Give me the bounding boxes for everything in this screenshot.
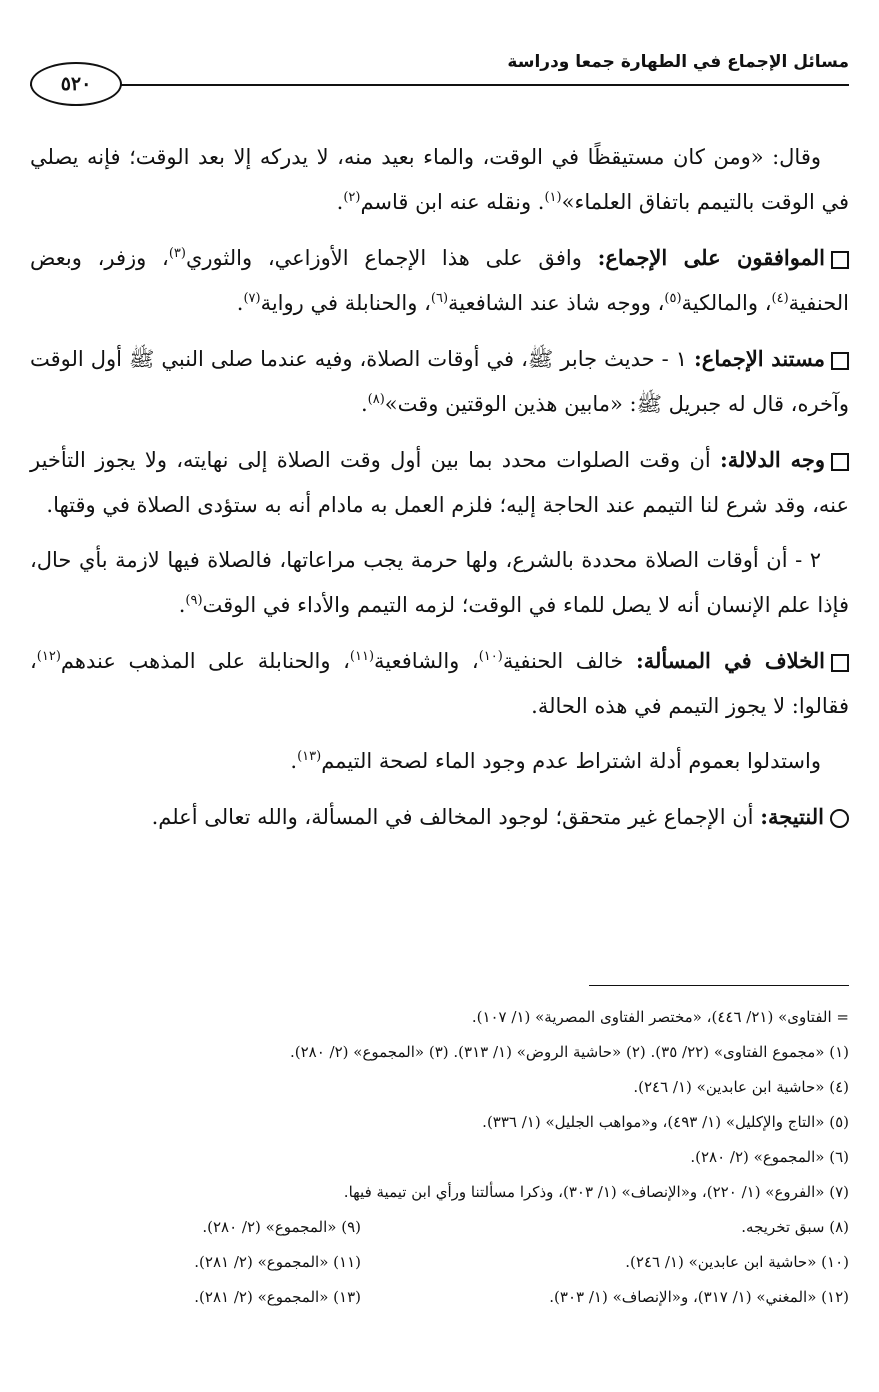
header-rule [30, 84, 849, 86]
footnote-ref: (٨) [367, 392, 385, 407]
punct: . [178, 593, 186, 617]
footnote-line: (٩) «المجموع» (٢/ ٢٨٠). [202, 1218, 361, 1236]
paragraph-text: ، والشافعية [374, 649, 479, 673]
paragraph-second-evidence [30, 538, 849, 628]
footnote-row [30, 1280, 849, 1315]
paragraph-indication [30, 437, 849, 528]
running-title: مسائل الإجماع في الطهارة جمعا ودراسة [507, 52, 849, 72]
paragraph-text: واستدلوا بعموم أدلة اشتراط عدم وجود الماء لصحة التيمم [321, 749, 821, 773]
square-bullet-icon [831, 453, 849, 471]
paragraph-text: ، وزفر، وبعض الحنفية [30, 246, 849, 315]
footnote-ref: (٦) [430, 291, 449, 306]
paragraph-quote [30, 135, 849, 225]
footnote-ref: (١٢) [36, 649, 61, 664]
footnote-line: (٤) «حاشية ابن عابدين» (١/ ٢٤٦). [633, 1078, 849, 1096]
paragraph-text: ، والمالكية [681, 291, 772, 315]
paragraph-text: ٢ - أن أوقات الصلاة محددة بالشرع، ولها حرمة يجب مراعاتها، فالصلاة فيها لازمة بأي حال، فإذا علم الإنسان أنه لا يصل للماء في الوقت؛ لزمه التيمم والأداء في الوقت [30, 548, 849, 617]
main-text [30, 135, 849, 850]
paragraph-agreeing [30, 235, 849, 326]
footnote-ref: (٧) [243, 291, 261, 306]
paragraph-text: ، ووجه شاذ عند الشافعية [448, 291, 665, 315]
paragraph-dispute [30, 638, 849, 729]
square-bullet-icon [831, 251, 849, 269]
section-lead: الخلاف في المسألة: [635, 648, 825, 673]
section-lead: الموافقون على الإجماع: [597, 245, 825, 270]
paragraph-text: ١ - حديث جابر ﷺ، في أوقات الصلاة، وفيه عندما صلى النبي ﷺ أول الوقت وآخره، قال له جبريل ﷺ: «مابين هذين الوقتين وقت» [30, 347, 849, 416]
footnote-ref: (١) [544, 190, 562, 205]
footnote-ref: (٩) [185, 593, 203, 608]
punct: . [236, 291, 244, 315]
paragraph-argument [30, 739, 849, 784]
footnote-line: (١٣) «المجموع» (٢/ ٢٨١). [194, 1288, 361, 1306]
paragraph-text: أن الإجماع غير متحقق؛ لوجود المخالف في المسألة، والله تعالى أعلم. [151, 805, 761, 829]
paragraph-text: وقال: «ومن كان مستيقظًا في الوقت، والماء بعيد منه، لا يدركه إلا بعد الوقت؛ فإنه يصلي في الوقت بالتيمم باتفاق العلماء» [30, 145, 849, 214]
footnote-ref: (١٣) [297, 749, 322, 764]
page-header [30, 40, 849, 110]
square-bullet-icon [831, 352, 849, 370]
paragraph-text: ، والحنابلة في رواية [260, 291, 431, 315]
footnote-line: (١١) «المجموع» (٢/ ٢٨١). [194, 1253, 361, 1271]
footnote-ref: (١٠) [478, 649, 503, 664]
footnote-ref: (١١) [349, 649, 375, 664]
paragraph-text: ، والحنابلة على المذهب عندهم [60, 649, 350, 673]
paragraph-text: وافق على هذا الإجماع الأوزاعي، والثوري [185, 246, 598, 270]
punct: . [360, 392, 368, 416]
paragraph-result [30, 794, 849, 840]
paragraph-text: خالف الحنفية [502, 649, 636, 673]
footnote-line: (١) «مجموع الفتاوى» (٢٢/ ٣٥). (٢) «حاشية الروض» (١/ ٣١٣). (٣) «المجموع» (٢/ ٢٨٠). [289, 1043, 849, 1061]
footnote-line: (١٢) «المغني» (١/ ٣١٧)، و«الإنصاف» (١/ ٣٠٣). [549, 1288, 849, 1306]
footnote-line: (٦) «المجموع» (٢/ ٢٨٠). [690, 1148, 849, 1166]
footnote-row [30, 1245, 849, 1280]
section-lead: مستند الإجماع: [694, 346, 825, 371]
footnote-ref: (٢) [343, 190, 361, 205]
section-lead: وجه الدلالة: [720, 447, 826, 472]
paragraph-text: . ونقله عنه ابن قاسم [360, 190, 545, 214]
footnote-ref: (٣) [168, 246, 186, 261]
footnote-line: (١٠) «حاشية ابن عابدين» (١/ ٢٤٦). [625, 1253, 849, 1271]
section-lead: النتيجة: [760, 804, 824, 829]
footnote-line: (٧) «الفروع» (١/ ٢٢٠)، و«الإنصاف» (١/ ٣٠٣)، وذكرا مسألتنا ورأي ابن تيمية فيها. [343, 1183, 849, 1201]
footnote-separator [589, 985, 849, 986]
page-number: ٥٢٠ [30, 62, 122, 106]
footnote-continuation: = الفتاوى» (٢١/ ٤٤٦)، «مختصر الفتاوى المصرية» (١/ ١٠٧). [471, 1008, 849, 1026]
paragraph-text: أن وقت الصلوات محدد بما بين أول وقت الصلاة إلى نهايته، ولا يجوز التأخير عنه، وقد شرع لنا التيمم عند الحاجة إليه؛ فلزم العمل به مادام أنه به ستؤدى الصلاة في وقتها. [30, 448, 849, 517]
paragraph-text: ، فقالوا: لا يجوز التيمم في هذه الحالة. [30, 649, 849, 718]
footnote-line: (٥) «التاج والإكليل» (١/ ٤٩٣)، و«مواهب الجليل» (١/ ٣٣٦). [482, 1113, 849, 1131]
footnote-ref: (٥) [664, 291, 682, 306]
paragraph-basis [30, 336, 849, 427]
punct: . [336, 190, 344, 214]
footnotes [30, 1000, 849, 1315]
footnote-line: (٨) سبق تخريجه. [741, 1218, 849, 1236]
footnote-row [30, 1210, 849, 1245]
square-bullet-icon [831, 654, 849, 672]
punct: . [290, 749, 298, 773]
circle-bullet-icon [830, 809, 849, 828]
footnote-ref: (٤) [771, 291, 789, 306]
